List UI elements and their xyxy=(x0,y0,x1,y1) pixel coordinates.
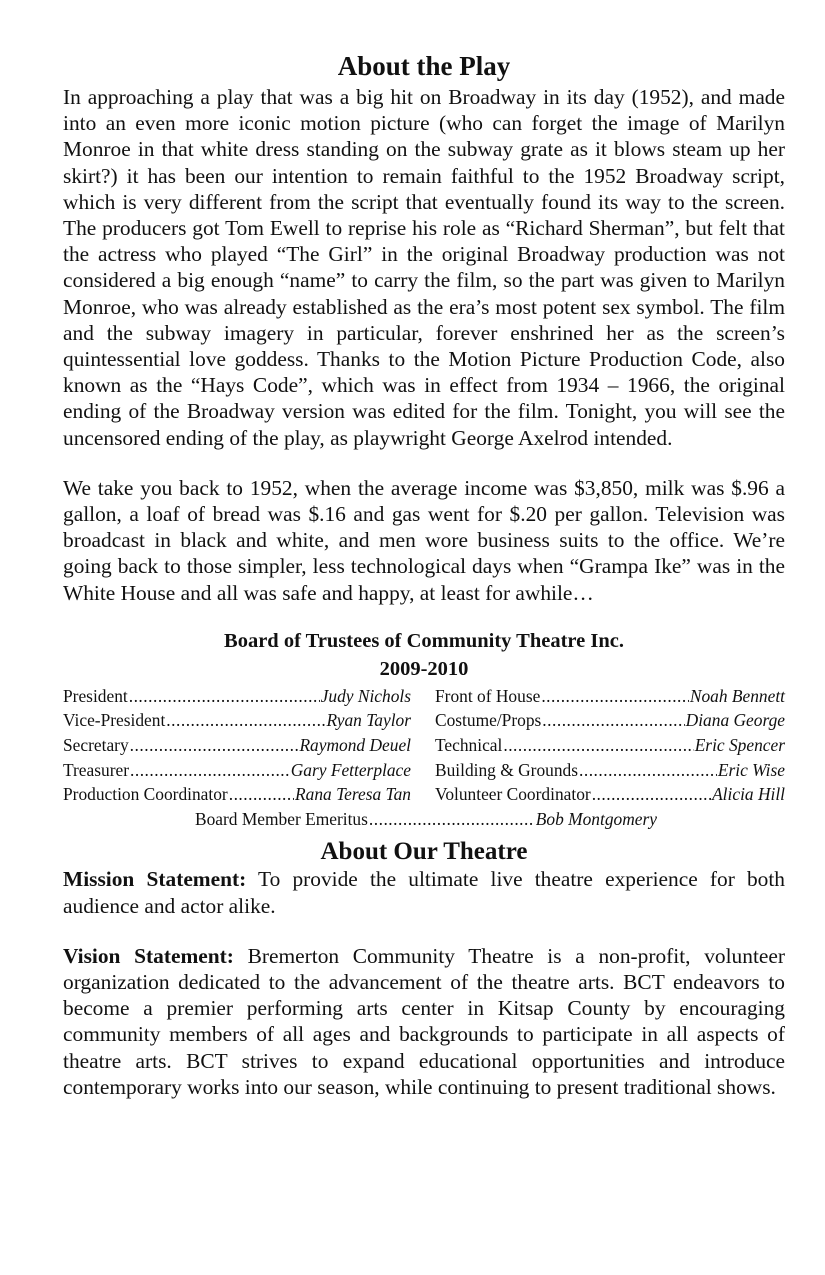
leader-dots xyxy=(129,684,320,709)
about-play-heading: About the Play xyxy=(337,51,511,81)
mission-statement xyxy=(63,866,785,918)
board-member-name: Eric Wise xyxy=(717,759,785,780)
board-member-name: Bob Montgomery xyxy=(535,808,657,829)
board-role: Treasurer xyxy=(63,759,130,780)
mission-label: Mission Statement: xyxy=(63,867,247,892)
leader-dots xyxy=(592,782,711,807)
board-emeritus-row xyxy=(195,807,657,832)
leader-dots xyxy=(579,758,717,783)
board-row xyxy=(63,708,411,733)
leader-dots xyxy=(229,782,294,807)
vision-statement xyxy=(63,943,785,1100)
board-role: Secretary xyxy=(63,735,129,756)
board-row xyxy=(435,684,785,709)
board-column-right xyxy=(435,684,785,807)
leader-dots xyxy=(130,733,299,758)
board-role: Costume/Props xyxy=(435,710,542,731)
vision-label: Vision Statement: xyxy=(63,943,234,968)
board-role: Technical xyxy=(435,735,503,756)
board-role: President xyxy=(63,685,128,706)
vision-text: Bremerton Community Theatre is a non-profit, volunteer organization dedicated to the advancement of the theatre arts. BCT endeavors to become a premier performing arts center in Kitsap County by encouraging community members of all ages and backgrounds to participate in all aspects of theatre arts. BCT strives to expand educational opportunities and introduce contemporary works into our season, while continuing to present traditional shows. xyxy=(63,943,785,1099)
board-member-name: Diana George xyxy=(685,710,785,731)
about-play-paragraph-1: In approaching a play that was a big hit on Broadway in its day (1952), and made into an even more iconic motion picture (who can forget the image of Marilyn Monroe in that white dress standing on the subway grate as it blows steam up her skirt?) it has been our intention to remain faithful to the 1952 Broadway script, which is very different from the script that eventually found its way to the screen. The producers got Tom Ewell to reprise his role as “Richard Sherman”, but felt that the actress who played “The Girl” in the original Broadway production was not considered a big enough “name” to carry the film, so the part was given to Marilyn Monroe, who was already established as the era’s most potent sex symbol. The film and the subway imagery in particular, forever enshrined her as the screen’s quintessential love goddess. Thanks to the Motion Picture Production Code, also known as the “Hays Code”, which was in effect from 1934 – 1966, the original ending of the Broadway version was edited for the film. Tonight, you will see the uncensored ending of the play, as playwright George Axelrod intended. xyxy=(63,85,785,450)
about-theatre-heading: About Our Theatre xyxy=(320,838,528,866)
board-row xyxy=(63,782,411,807)
board-member-name: Raymond Deuel xyxy=(299,735,411,756)
board-role: Volunteer Coordinator xyxy=(435,784,591,805)
leader-dots xyxy=(542,708,684,733)
board-row xyxy=(435,733,785,758)
board-row xyxy=(435,782,785,807)
board-member-name: Ryan Taylor xyxy=(326,710,411,731)
board-member-name: Alicia Hill xyxy=(712,784,785,805)
board-role: Front of House xyxy=(435,685,541,706)
board-member-name: Eric Spencer xyxy=(694,735,785,756)
board-row xyxy=(63,758,411,783)
board-member-name: Judy Nichols xyxy=(320,685,411,706)
board-role: Production Coordinator xyxy=(63,784,228,805)
board-member-name: Gary Fetterplace xyxy=(290,759,411,780)
board-row xyxy=(435,708,785,733)
leader-dots xyxy=(130,758,290,783)
board-role: Vice-President xyxy=(63,710,166,731)
board-roster xyxy=(63,684,785,807)
board-heading: Board of Trustees of Community Theatre Inc. xyxy=(224,629,624,652)
board-row xyxy=(435,758,785,783)
board-role: Building & Grounds xyxy=(435,759,578,780)
leader-dots xyxy=(503,733,693,758)
about-play-paragraph-2: We take you back to 1952, when the average income was $3,850, milk was $.96 a gallon, a loaf of bread was $.16 and gas went for $.20 per gallon. Television was broadcast in black and white, and men wore business suits to the office. We’re going back to those simpler, less technological days when “Grampa Ike” was in the White House and all was safe and happy, at least for awhile… xyxy=(63,475,785,605)
board-role: Board Member Emeritus xyxy=(195,808,368,829)
mission-text: To provide the ultimate live theatre experience for both audience and actor alike. xyxy=(63,867,785,918)
leader-dots xyxy=(369,807,535,832)
board-years: 2009-2010 xyxy=(379,657,469,680)
leader-dots xyxy=(166,708,325,733)
board-member-name: Rana Teresa Tan xyxy=(295,784,411,805)
board-column-left xyxy=(63,684,411,807)
board-row xyxy=(63,684,411,709)
leader-dots xyxy=(541,684,689,709)
board-row xyxy=(63,733,411,758)
board-member-name: Noah Bennett xyxy=(689,685,785,706)
